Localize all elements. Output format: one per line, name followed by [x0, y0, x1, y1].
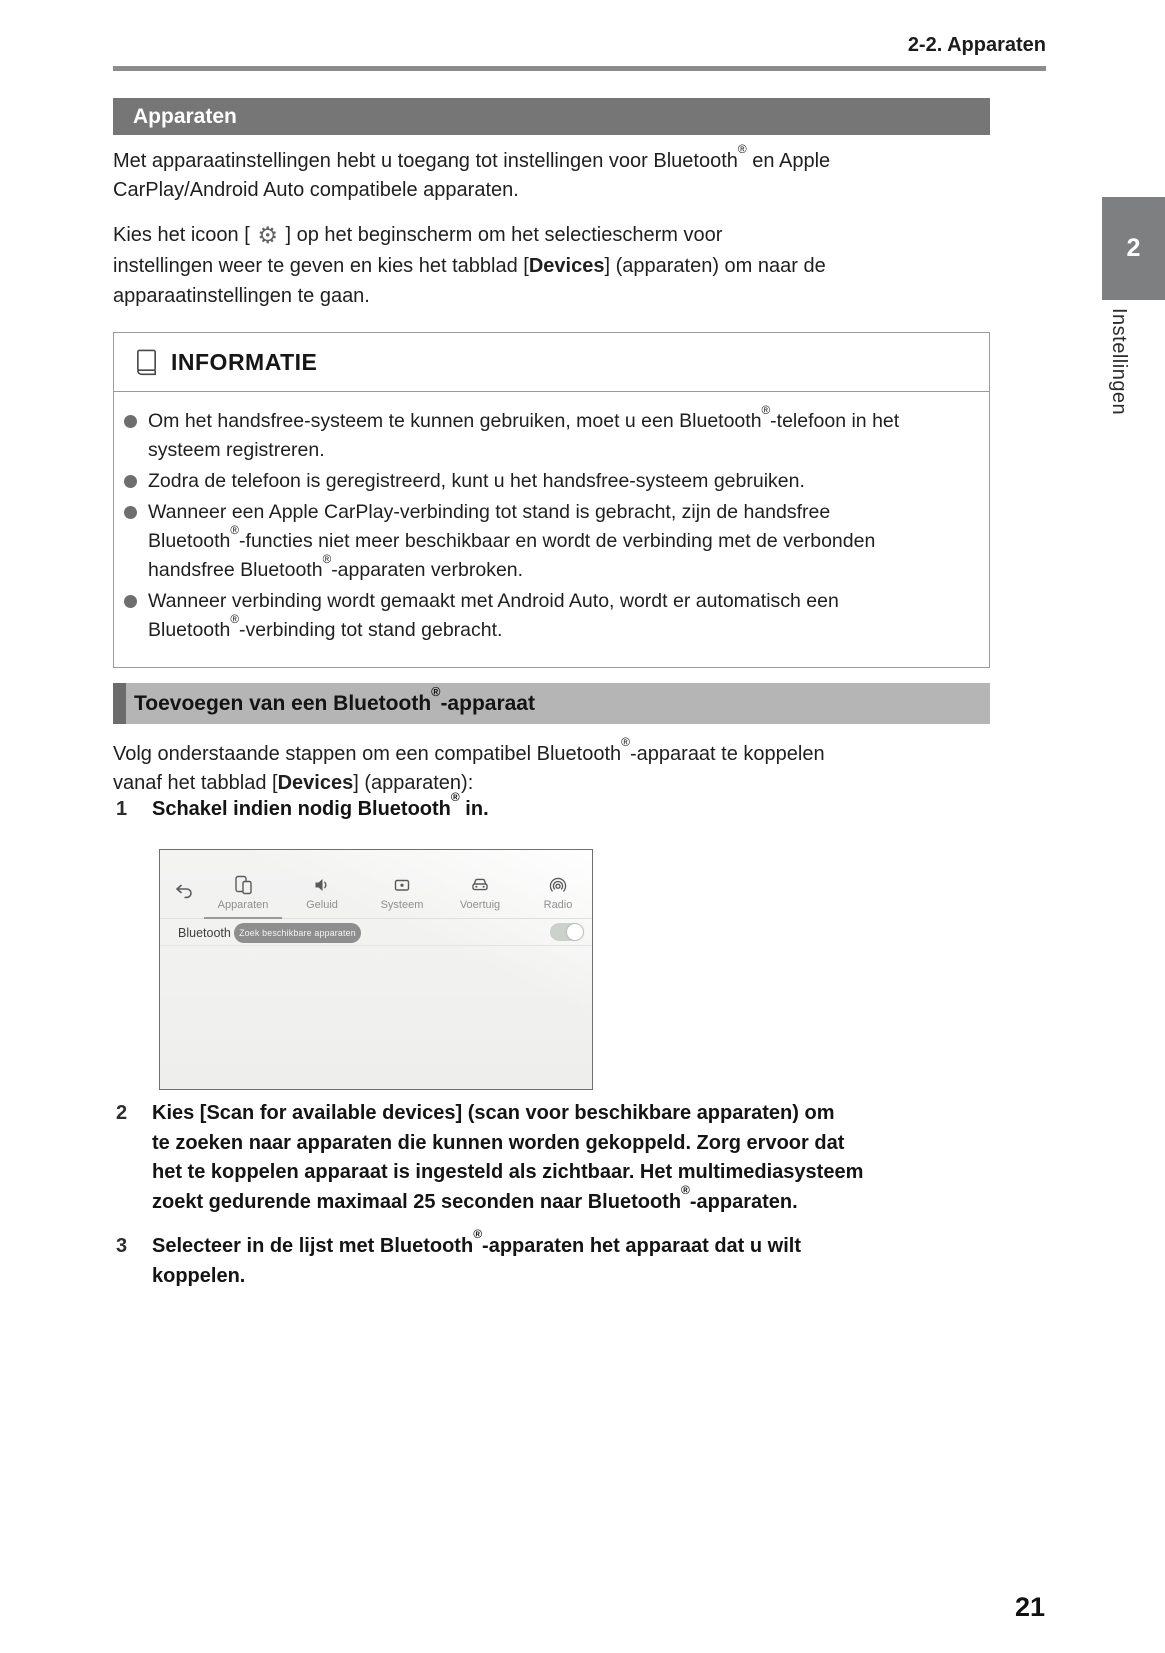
speaker-icon: [277, 874, 367, 898]
information-box: [113, 332, 990, 668]
section-title: Apparaten: [133, 105, 237, 128]
tab-label: Voertuig: [459, 899, 501, 911]
list-item: [124, 587, 965, 645]
step-text: Kies [Scan for available devices] (scan voor beschikbare apparaten) om te zoeken naar apparaten die kunnen worden gekoppeld. Zorg ervoor dat het te koppelen apparaat is ingesteld als zichtbaar. Het multimediasysteem zoekt gedurende maximaal 25 seconden naar Bluetooth®-apparaten.: [152, 1102, 864, 1213]
bullet-text: Wanneer verbinding wordt gemaakt met Android Auto, wordt er automatisch een Bluetooth®-verbinding tot stand gebracht.: [148, 590, 839, 641]
tab-apparaten: [198, 874, 288, 911]
chapter-tab: 2: [1102, 197, 1165, 300]
chapter-label-vertical: Instellingen: [1108, 308, 1130, 416]
information-box-title: INFORMATIE: [171, 348, 318, 375]
step-number: 3: [116, 1235, 128, 1257]
header-rule: [113, 66, 1046, 71]
step-text: Selecteer in de lijst met Bluetooth®-apparaten het apparaat dat u wilt koppelen.: [152, 1227, 801, 1287]
information-box-header: [114, 333, 989, 392]
tab-voertuig: [435, 874, 525, 911]
bluetooth-label: Bluetooth: [178, 926, 231, 940]
back-icon: [172, 880, 196, 904]
list-item: [124, 467, 965, 496]
tab-label: Radio: [543, 899, 573, 911]
list-item: [124, 403, 965, 465]
gear-icon: ⚙: [257, 223, 278, 249]
section-title: Toevoegen van een Bluetooth®-apparaat: [134, 684, 535, 715]
car-icon: [435, 874, 525, 898]
intro-paragraph: Met apparaatinstellingen hebt u toegang tot instellingen voor Bluetooth® en Apple CarPlay/Android Auto compatibele apparaten.: [113, 142, 831, 201]
page-number: 21: [1014, 1592, 1045, 1622]
list-item: [124, 498, 965, 585]
bullet-text: Om het handsfree-systeem te kunnen gebruiken, moet u een Bluetooth®-telefoon in het systeem registreren.: [148, 403, 900, 461]
tab-radio: [513, 874, 603, 911]
tab-label: Systeem: [380, 899, 424, 911]
bullet-text: Zodra de telefoon is geregistreerd, kunt u het handsfree-systeem gebruiken.: [148, 470, 805, 492]
section-header-apparaten: [113, 98, 990, 135]
radio-icon: [513, 874, 603, 898]
section-accent-bar: [113, 683, 126, 724]
section-header-toevoegen: [113, 683, 990, 724]
bullet-icon: [124, 506, 137, 519]
row-divider: [160, 945, 592, 946]
selected-tab-underline: [204, 917, 282, 920]
step-number: 1: [116, 798, 128, 820]
tab-label: Geluid: [306, 899, 338, 911]
toggle-knob: [567, 924, 583, 940]
scan-devices-button: Zoek beschikbare apparaten: [234, 923, 361, 943]
icon-instruction-paragraph: Kies het icoon [ ⚙ ] op het beginscherm om het selectiescherm voor instellingen weer te geven en kies het tabblad [Devices] (apparaten) om naar de apparaatinstellingen te gaan.: [113, 223, 826, 307]
bullet-text: Wanneer een Apple CarPlay-verbinding tot stand is gebracht, zijn de handsfree Bluetooth®-functies niet meer beschikbaar en wordt de verbinding met de verbonden handsfree Bluetooth®-apparaten verbroken.: [148, 501, 876, 581]
book-icon: [134, 348, 159, 377]
tab-geluid: [277, 874, 367, 911]
bullet-icon: [124, 475, 137, 488]
bullet-icon: [124, 415, 137, 428]
breadcrumb: 2-2. Apparaten: [907, 34, 1046, 56]
infotainment-screenshot: [159, 849, 593, 1090]
tab-systeem: [357, 874, 447, 911]
bullet-icon: [124, 595, 137, 608]
tab-label: Apparaten: [217, 899, 269, 911]
step-number: 2: [116, 1102, 128, 1124]
information-bullet-list: [114, 392, 989, 645]
system-icon: [357, 874, 447, 898]
devices-icon: [198, 874, 288, 898]
bluetooth-toggle: [550, 923, 584, 941]
step-text: Schakel indien nodig Bluetooth® in.: [152, 790, 489, 820]
pairing-intro-paragraph: Volg onderstaande stappen om een compatibel Bluetooth®-apparaat te koppelen vanaf het tabblad [Devices] (apparaten):: [113, 735, 825, 794]
